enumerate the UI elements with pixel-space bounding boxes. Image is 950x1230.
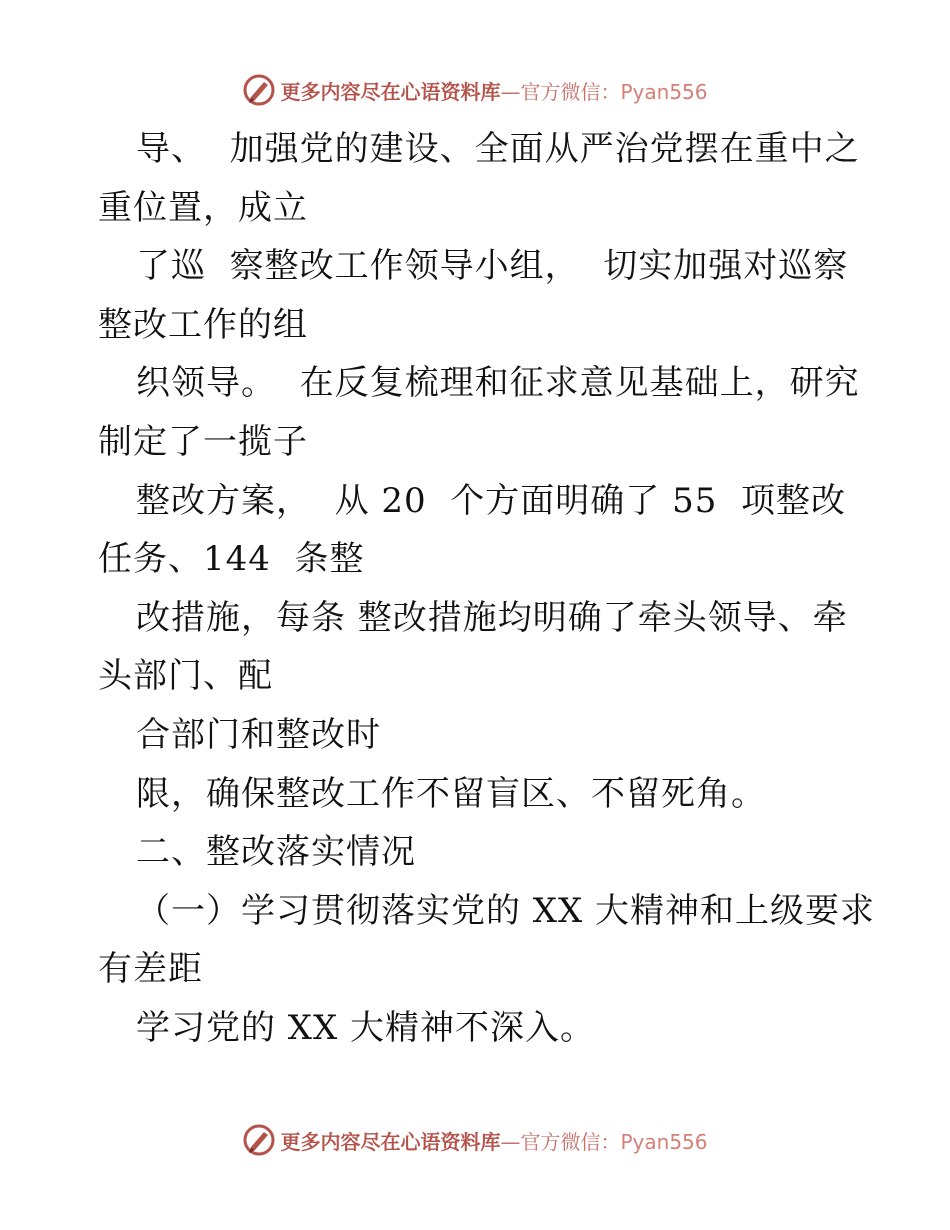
text-line: 织领导。 在反复梳理和征求意见基础上，研究 (136, 363, 860, 404)
header-banner (0, 70, 950, 110)
footer-separator: — (500, 1129, 521, 1154)
document-body (98, 120, 876, 1058)
text-line: 任务、144 条整 (98, 539, 365, 580)
text-line: 有差距 (98, 949, 203, 990)
text-line: 整改方案， 从 20 个方面明确了 55 项整改 (136, 480, 846, 521)
header-brand: 更多内容尽在心语资料库 (280, 79, 501, 104)
pen-logo-icon (242, 1123, 276, 1157)
text-line: 整改工作的组 (98, 304, 308, 345)
header-handle: Pyan556 (620, 79, 708, 104)
text-line: 制定了一揽子 (98, 421, 308, 462)
text-line: 学习党的 XX 大精神不深入。 (136, 1007, 596, 1048)
header-text (280, 76, 707, 105)
footer-wechat-label: 官方微信： (520, 1129, 621, 1154)
text-line: 限，确保整改工作不留盲区、不留死角。 (136, 773, 766, 814)
section-heading: 二、整改落实情况 (136, 832, 416, 873)
text-line: 合部门和整改时 (136, 714, 381, 755)
text-line: 重位置，成立 (98, 187, 308, 228)
text-line: 了巡 察整改工作领导小组， 切实加强对巡察 (136, 246, 849, 287)
footer-text (280, 1126, 707, 1155)
text-line: 头部门、配 (98, 656, 273, 697)
pen-logo-icon (242, 73, 276, 107)
header-separator: — (500, 79, 521, 104)
text-line: 导、 加强党的建设、全面从严治党摆在重中之 (136, 129, 860, 169)
header-wechat-label: 官方微信： (520, 79, 621, 104)
subsection-heading: （一）学习贯彻落实党的 XX 大精神和上级要求 (136, 890, 876, 931)
footer-banner (0, 1120, 950, 1160)
footer-brand: 更多内容尽在心语资料库 (280, 1129, 501, 1154)
text-line: 改措施，每条 整改措施均明确了牵头领导、牵 (136, 597, 848, 638)
footer-handle: Pyan556 (620, 1129, 708, 1154)
